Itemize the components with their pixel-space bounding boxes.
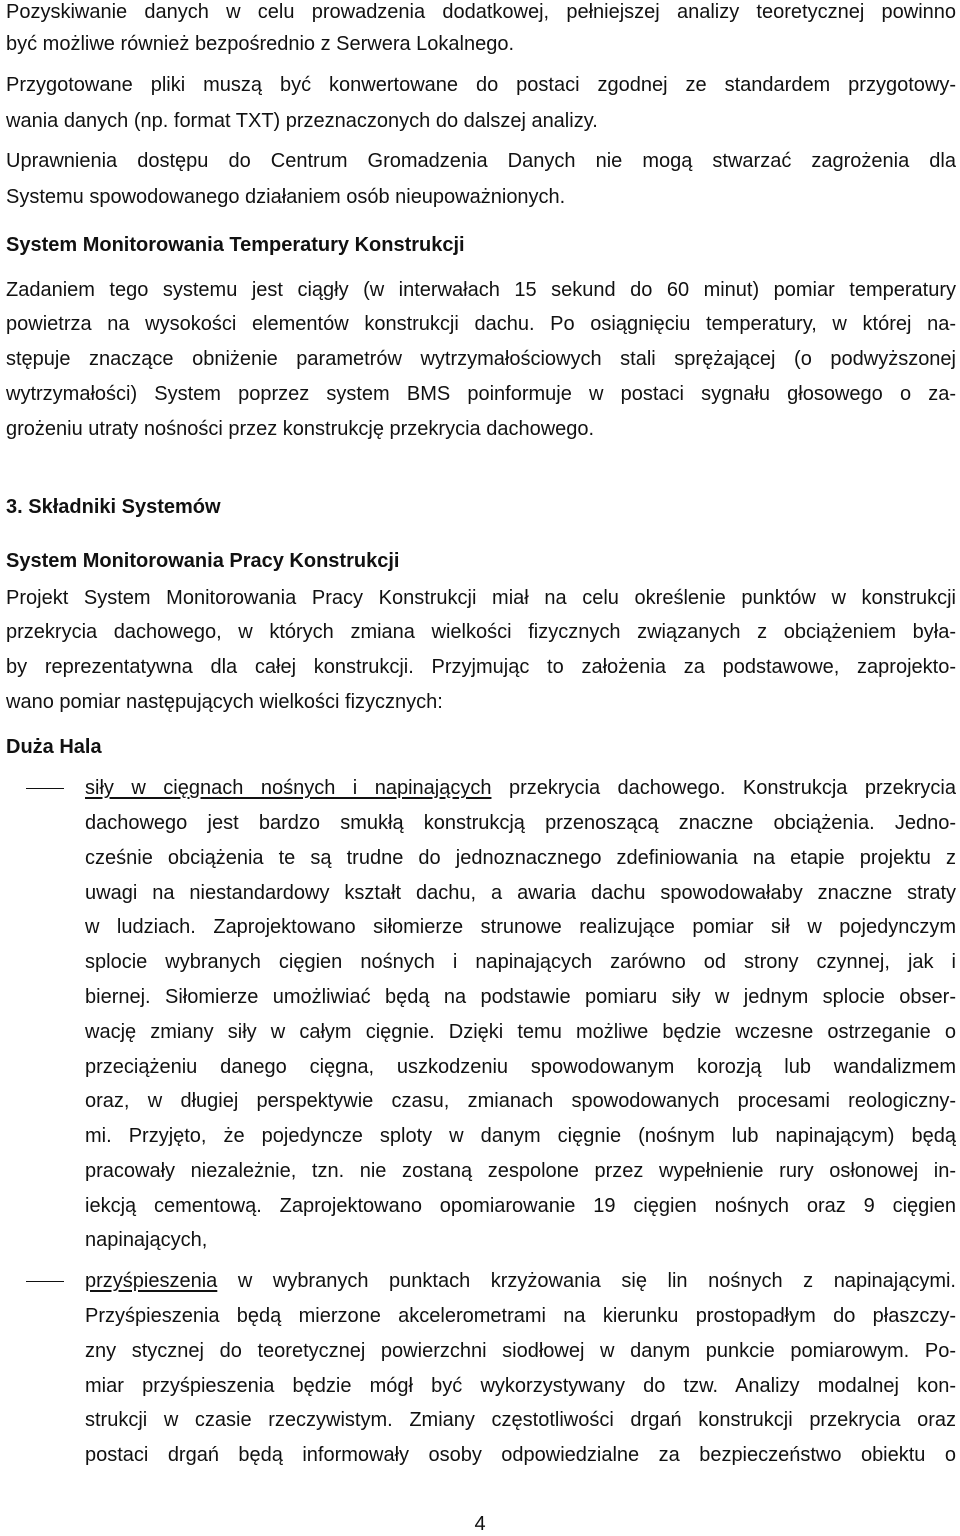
list-item-line: mi. Przyjęto, że pojedyncze sploty w danym cięgnie (nośnym lub napinającym) będą [85, 1125, 956, 1147]
intro-line: Systemu spowodowanego działaniem osób nieupoważnionych. [6, 186, 566, 208]
list-item-line: iekcją cementową. Zaprojektowano opomiarowanie 19 cięgien nośnych oraz 9 cięgien [85, 1195, 956, 1217]
underlined-term: przyśpieszenia [85, 1270, 218, 1292]
list-item-text: przekrycia dachowego. Konstrukcja przekrycia [491, 777, 956, 799]
list-item-line: uwagi na niestandardowy kształt dachu, a awaria dachu spowodowałaby znaczne straty [85, 882, 956, 904]
list-item-line: Przyśpieszenia będą mierzone akcelerometrami na kierunku prostopadłym do płaszczy- [85, 1305, 956, 1327]
paragraph-line: powietrza na wysokości elementów konstrukcji dachu. Po osiągnięciu temperatury, w której na- [6, 313, 956, 335]
chapter-heading: 3. Składniki Systemów [6, 496, 221, 518]
subsection-heading: Duża Hala [6, 736, 102, 758]
list-dash [26, 788, 64, 789]
section-heading: System Monitorowania Temperatury Konstrukcji [6, 234, 465, 256]
list-item-line: cześnie obciążenia te są trudne do jednoznacznego zdefiniowania na etapie projektu z [85, 847, 956, 869]
paragraph-line: wytrzymałości) System poprzez system BMS poinformuje w postaci sygnału głosowego o za- [6, 383, 956, 405]
list-dash [26, 1281, 64, 1282]
list-item-line: splocie wybranych cięgien nośnych i napinających zarówno od strony czynnej, jak i [85, 951, 956, 973]
list-item-line: zny stycznej do teoretycznej powierzchni siodłowej w danym punkcie pomiarowym. Po- [85, 1340, 956, 1362]
list-item-text: w wybranych punktach krzyżowania się lin nośnych z napinającymi. [217, 1270, 956, 1292]
intro-line: Pozyskiwanie danych w celu prowadzenia dodatkowej, pełniejszej analizy teoretycznej powinno [6, 1, 956, 23]
paragraph-line: stępuje znaczące obniżenie parametrów wytrzymałościowych stali sprężającej (o podwyższonej [6, 348, 956, 370]
paragraph-line: Projekt System Monitorowania Pracy Konstrukcji miał na celu określenie punktów w konstrukcji [6, 587, 956, 609]
intro-line: Uprawnienia dostępu do Centrum Gromadzenia Danych nie mogą stwarzać zagrożenia dla [6, 150, 956, 172]
list-item-line: miar przyśpieszenia będzie mógł być wykorzystywany do tzw. Analizy modalnej kon- [85, 1375, 956, 1397]
list-item-line: pracowały niezależnie, tzn. nie zostaną zespolone przez wypełnienie rury osłonowej in- [85, 1160, 956, 1182]
list-item-line: postaci drgań będą informowały osoby odpowiedzialne za bezpieczeństwo obiektu o [85, 1444, 956, 1466]
list-item-first-line [85, 1269, 956, 1293]
list-item-line: dachowego jest bardzo smukłą konstrukcją przenoszącą znaczne obciążenia. Jedno- [85, 812, 956, 834]
intro-line: wania danych (np. format TXT) przeznaczonych do dalszej analizy. [6, 110, 598, 132]
list-item-line: wację zmiany siły w całym cięgnie. Dzięki temu możliwe będzie wczesne ostrzeganie o [85, 1021, 956, 1043]
paragraph-line: przekrycia dachowego, w których zmiana wielkości fizycznych związanych z obciążeniem była- [6, 621, 956, 643]
list-item-first-line [85, 776, 956, 800]
intro-line: Przygotowane pliki muszą być konwertowane do postaci zgodnej ze standardem przygotowy- [6, 74, 956, 96]
paragraph-line: Zadaniem tego systemu jest ciągły (w interwałach 15 sekund do 60 minut) pomiar temperatury [6, 279, 956, 301]
list-item-line: napinających, [85, 1229, 208, 1251]
list-item-line: przeciążeniu danego cięgna, uszkodzeniu spowodowanym korozją lub wandalizmem [85, 1056, 956, 1078]
list-item-line: oraz, w długiej perspektywie czasu, zmianach spowodowanych procesami reologiczny- [85, 1090, 956, 1112]
underlined-term: siły w cięgnach nośnych i napinających [85, 777, 492, 799]
paragraph-line: wano pomiar następujących wielkości fizycznych: [6, 691, 443, 713]
intro-line: być możliwe również bezpośrednio z Serwera Lokalnego. [6, 33, 515, 55]
paragraph-line: grożeniu utraty nośności przez konstrukcję przekrycia dachowego. [6, 418, 595, 440]
list-item-line: strukcji w czasie rzeczywistym. Zmiany częstotliwości drgań konstrukcji przekrycia oraz [85, 1409, 956, 1431]
list-item-line: biernej. Siłomierze umożliwiać będą na podstawie pomiaru siły w jednym splocie obser- [85, 986, 956, 1008]
list-item-line: w ludziach. Zaprojektowano siłomierze strunowe realizujące pomiar sił w pojedynczym [85, 916, 956, 938]
paragraph-line: by reprezentatywna dla całej konstrukcji. Przyjmując to założenia za podstawowe, zaprojekto- [6, 656, 956, 678]
section-heading: System Monitorowania Pracy Konstrukcji [6, 550, 400, 572]
page-number: 4 [474, 1513, 486, 1535]
